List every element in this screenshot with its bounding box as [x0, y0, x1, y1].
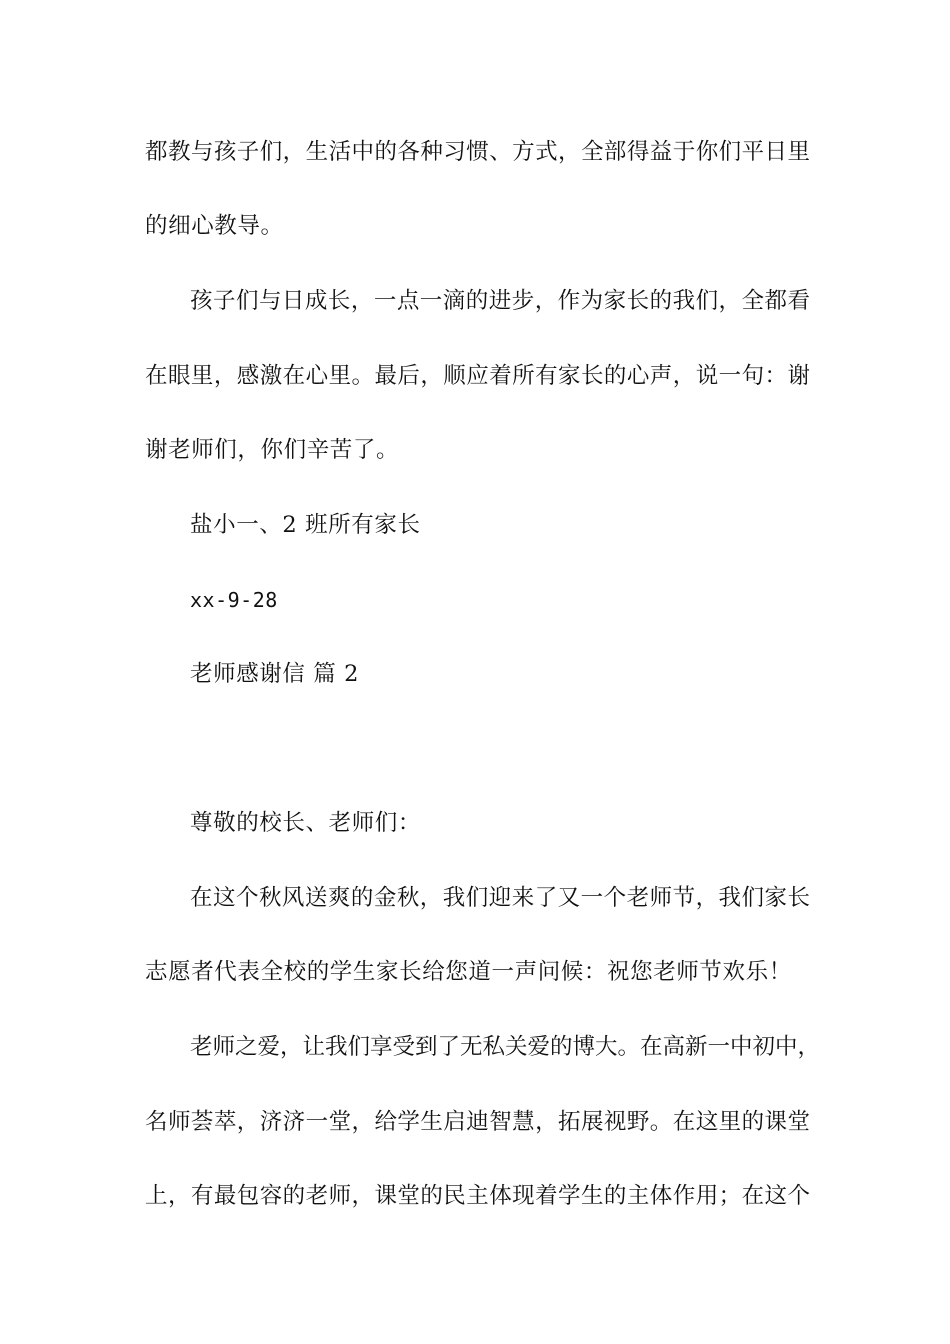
- body-text-line: 都教与孩子们，生活中的各种习惯、方式，全部得益于你们平日里: [145, 139, 810, 165]
- salutation-line: 尊敬的校长、老师们：: [190, 810, 422, 836]
- body-text-line: 名师荟萃，济济一堂，给学生启迪智慧，拓展视野。在这里的课堂: [145, 1109, 810, 1135]
- date-line: xx-9-28: [190, 588, 278, 612]
- paragraph-first-line: 老师之爱，让我们享受到了无私关爱的博大。在高新一中初中，: [190, 1034, 821, 1060]
- body-text-line: 在眼里，感激在心里。最后，顺应着所有家长的心声，说一句：谢: [145, 363, 810, 389]
- body-text-line: 志愿者代表全校的学生家长给您道一声问候：祝您老师节欢乐！: [145, 959, 792, 985]
- paragraph-first-line: 在这个秋风送爽的金秋，我们迎来了又一个老师节，我们家长: [190, 885, 810, 911]
- body-text-line: 上，有最包容的老师，课堂的民主体现着学生的主体作用；在这个: [145, 1183, 810, 1209]
- paragraph-first-line: 孩子们与日成长，一点一滴的进步，作为家长的我们，全都看: [190, 288, 810, 314]
- body-text-line: 谢老师们，你们辛苦了。: [145, 437, 400, 463]
- signature-line: 盐小一、2 班所有家长: [190, 512, 421, 538]
- body-text-line: 的细心教导。: [145, 213, 284, 239]
- section-heading: 老师感谢信 篇 2: [190, 661, 360, 687]
